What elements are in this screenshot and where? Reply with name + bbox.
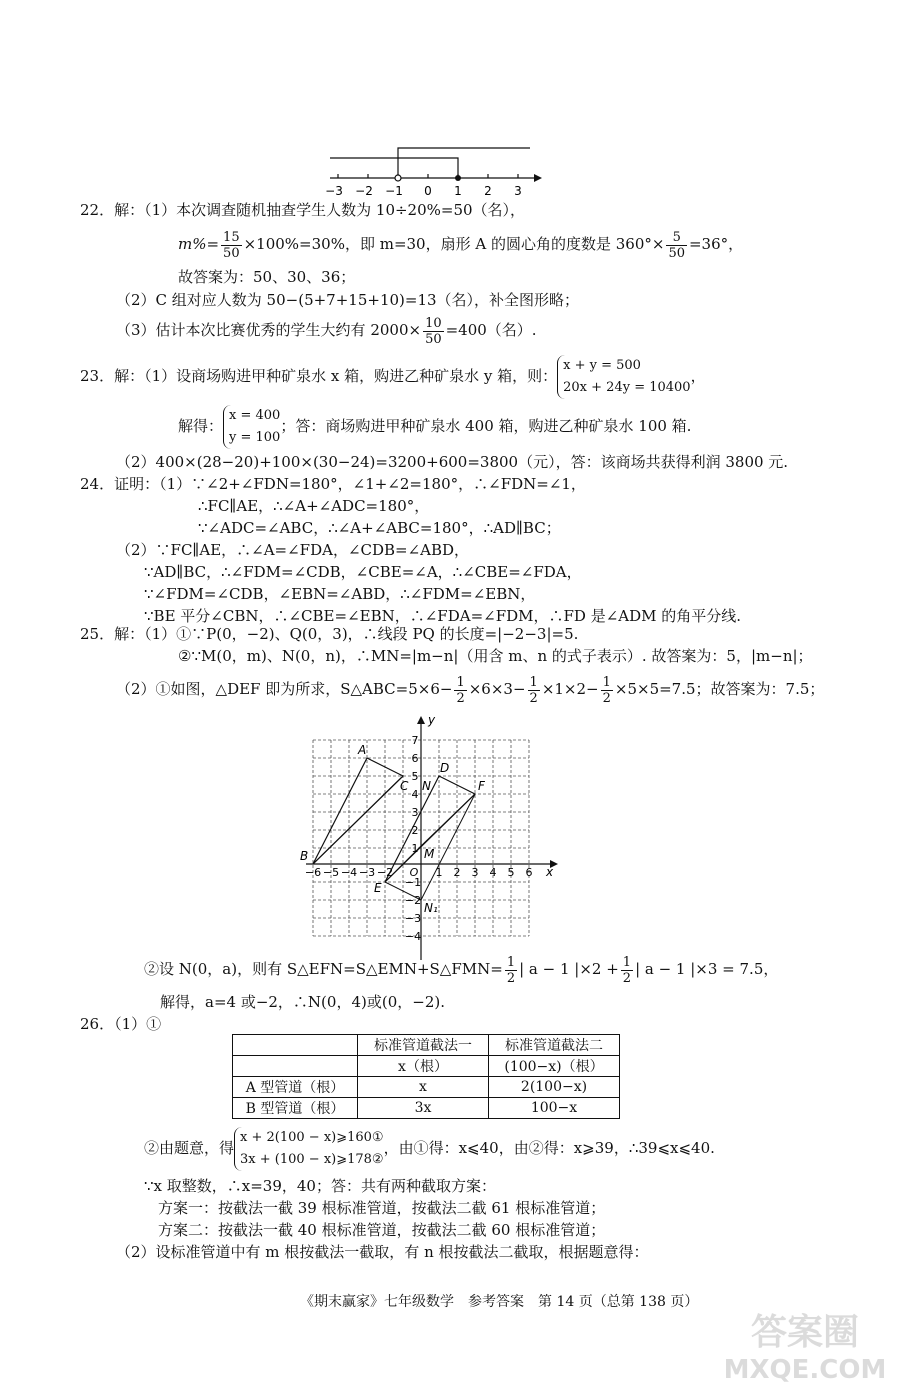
- watermark-top: 答案圈: [750, 1312, 860, 1353]
- table-row: [233, 1035, 620, 1056]
- tick-label: 2: [484, 184, 492, 198]
- q26-inequality-line: ②由题意，得 x + 2(100 − x)⩾160① 3x + (100 − x)⩾178② ，由①得：x⩽40，由②得：x⩾39，∴39⩽x⩽40.: [144, 1124, 715, 1172]
- table-cell: 2(100−x): [489, 1077, 620, 1098]
- q26-line: （2）设标准管道中有 m 根按截法一截取，有 n 根按截法二截取，根据题意得：: [116, 1243, 649, 1261]
- number-line: [318, 140, 548, 198]
- q23-p2: （2）400×(28−20)+100×(30−24)=3200+600=3800（元），答：该商场共获得利润 3800 元.: [116, 453, 789, 471]
- q26-head: 26．（1）①: [80, 1015, 162, 1033]
- x-tick: −3: [358, 866, 376, 879]
- tick-label: 3: [514, 184, 522, 198]
- q24-line: ∵∠FDM=∠CDB，∠EBN=∠ABD，∴∠FDM=∠EBN，: [144, 585, 536, 603]
- point-label-b: B: [300, 849, 309, 863]
- point-label-d: D: [440, 761, 450, 775]
- pipe-table: [232, 1034, 620, 1119]
- table-cell: x: [358, 1077, 489, 1098]
- equation-system: x + y = 500 20x + 24y = 10400: [557, 355, 690, 399]
- solution-system: x = 400 y = 100: [223, 405, 280, 449]
- table-cell: (100−x)（根）: [489, 1056, 620, 1077]
- x-tick: −5: [322, 866, 340, 879]
- y-tick: 4: [411, 788, 419, 801]
- q22-ans: 故答案为：50、30、36；: [178, 268, 356, 286]
- fraction: $\frac{1}{2}$: [602, 674, 611, 706]
- fraction: $\frac{1}{2}$: [622, 954, 632, 986]
- y-tick: −4: [404, 930, 422, 943]
- q25-area-line: （2）①如图，△DEF 即为所求，S△ABC=5×6− $\frac{1}{2}$ ×6×3− $\frac{1}{2}$ ×1×2− $\frac{1}{2}$ ×5×5=7.5；故答案为：7.5；: [116, 674, 825, 706]
- x-axis-label: x: [546, 865, 554, 879]
- q24-line: 24．证明：（1）∵∠2+∠FDN=180°，∠1+∠2=180°，∴∠FDN=∠1，: [80, 475, 586, 493]
- fraction: $\frac{5}{50}$: [668, 229, 685, 261]
- q22-m-mid: ×100%=30%，即 m=30，扇形 A 的圆心角的度数是 360°×: [243, 235, 665, 253]
- fraction: $\frac{15}{50}$: [223, 229, 240, 261]
- point-label-n1: N₁: [424, 901, 438, 915]
- q22-p2: （2）C 组对应人数为 50−(5+7+15+10)=13（名），补全图形略；: [116, 291, 580, 309]
- tick-label: −2: [355, 184, 373, 198]
- q25-line: 25．解：（1）①∵P(0，−2)、Q(0，3)，∴线段 PQ 的长度=|−2−3|=5.: [80, 625, 579, 643]
- y-tick: −3: [404, 912, 422, 925]
- q25-line: 解得，a=4 或−2，∴N(0，4)或(0，−2).: [160, 993, 445, 1011]
- q22-m-end: =36°，: [688, 235, 744, 253]
- table-cell: B 型管道（根）: [233, 1098, 358, 1119]
- q24-line: ∵AD∥BC，∴∠FDM=∠CDB，∠CBE=∠A，∴∠CBE=∠FDA，: [144, 563, 582, 581]
- q22-m-pre: m%=: [178, 235, 220, 253]
- x-tick: 4: [489, 866, 497, 879]
- q22-p3: （3）估计本次比赛优秀的学生大约有 2000× $\frac{10}{50}$ =400（名）.: [116, 315, 537, 347]
- x-tick: 6: [525, 866, 533, 879]
- fraction: $\frac{1}{2}$: [456, 674, 465, 706]
- table-cell: 100−x: [489, 1098, 620, 1119]
- x-tick: −4: [340, 866, 358, 879]
- table-row: [233, 1056, 620, 1077]
- page-footer: 《期末赢家》七年级数学 参考答案 第 14 页（总第 138 页）: [300, 1294, 699, 1310]
- y-tick: −2: [404, 894, 422, 907]
- q23-head: 23．解：（1）设商场购进甲种矿泉水 x 箱，购进乙种矿泉水 y 箱，则： x + y = 500 20x + 24y = 10400 ，: [80, 352, 706, 400]
- tick-label: 0: [424, 184, 432, 198]
- q22-m-line: [178, 228, 743, 261]
- x-tick: O: [409, 866, 419, 879]
- y-tick: 1: [411, 842, 419, 855]
- q25-n-line: ②设 N(0，a)，则有 S△EFN=S△EMN+S△FMN= $\frac{1}{2}$ | a − 1 |×2 + $\frac{1}{2}$ | a − 1 |×3 = 7.5，: [144, 954, 779, 986]
- point-label-a: A: [358, 743, 367, 757]
- point-label-m: M: [424, 847, 435, 861]
- x-tick: 5: [507, 866, 515, 879]
- tick-label: −1: [385, 184, 403, 198]
- inequality-system: x + 2(100 − x)⩾160① 3x + (100 − x)⩾178②: [234, 1127, 384, 1171]
- q24-line: ∴FC∥AE，∴∠A+∠ADC=180°，: [198, 497, 430, 515]
- watermark-bottom: MXQE.COM: [723, 1355, 887, 1385]
- q24-line: ∵BE 平分∠CBN，∴∠CBE=∠EBN，∴∠FDA=∠FDM，∴FD 是∠ADM 的角平分线.: [144, 607, 742, 625]
- fraction: $\frac{1}{2}$: [506, 954, 516, 986]
- table-cell: 3x: [358, 1098, 489, 1119]
- q23-solution: 解得： x = 400 y = 100 ；答：商场购进甲种矿泉水 400 箱，购进乙种矿泉水 100 箱.: [178, 402, 691, 450]
- y-axis-label: y: [428, 713, 436, 727]
- y-tick: 5: [411, 770, 419, 783]
- q24-line: ∵∠ADC=∠ABC，∴∠A+∠ABC=180°，∴AD∥BC；: [198, 519, 561, 537]
- fraction: $\frac{10}{50}$: [425, 315, 442, 347]
- y-tick: 3: [411, 806, 419, 819]
- q24-line: （2）∵FC∥AE，∴∠A=∠FDA，∠CDB=∠ABD，: [116, 541, 470, 559]
- q26-line: ∵x 取整数，∴x=39，40；答：共有两种截取方案：: [144, 1177, 496, 1195]
- point-label-f: F: [478, 779, 485, 793]
- tick-label: 1: [454, 184, 462, 198]
- x-tick: 3: [471, 866, 479, 879]
- q25-line: ②∵M(0，m)、N(0，n)，∴MN=|m−n|（用含 m、n 的式子表示）. 故答案为：5，|m−n|；: [178, 647, 813, 665]
- y-tick: 6: [411, 752, 419, 765]
- table-header: 标准管道截法一: [358, 1035, 489, 1056]
- y-tick: 7: [411, 734, 419, 747]
- table-cell: A 型管道（根）: [233, 1077, 358, 1098]
- y-tick: −1: [404, 876, 422, 889]
- point-label-c: C: [400, 779, 409, 793]
- table-header: 标准管道截法二: [489, 1035, 620, 1056]
- watermark: [720, 1300, 890, 1385]
- x-tick: −2: [376, 866, 394, 879]
- x-tick: −6: [304, 866, 322, 879]
- q26-line: 方案一：按截法一截 39 根标准管道，按截法二截 61 根标准管道；: [158, 1199, 606, 1217]
- table-cell: x（根）: [358, 1056, 489, 1077]
- q22-head: 22．解：（1）本次调查随机抽查学生人数为 10÷20%=50（名），: [80, 201, 526, 219]
- x-tick: 2: [453, 866, 461, 879]
- coordinate-graph: [296, 712, 566, 962]
- table-row: [233, 1098, 620, 1119]
- point-label-e: E: [374, 881, 382, 895]
- table-row: [233, 1077, 620, 1098]
- point-label-n: N: [422, 779, 431, 793]
- y-tick: 2: [411, 824, 419, 837]
- tick-label: −3: [325, 184, 343, 198]
- q26-line: 方案二：按截法一截 40 根标准管道，按截法二截 60 根标准管道；: [158, 1221, 606, 1239]
- x-tick: 1: [435, 866, 443, 879]
- fraction: $\frac{1}{2}$: [529, 674, 538, 706]
